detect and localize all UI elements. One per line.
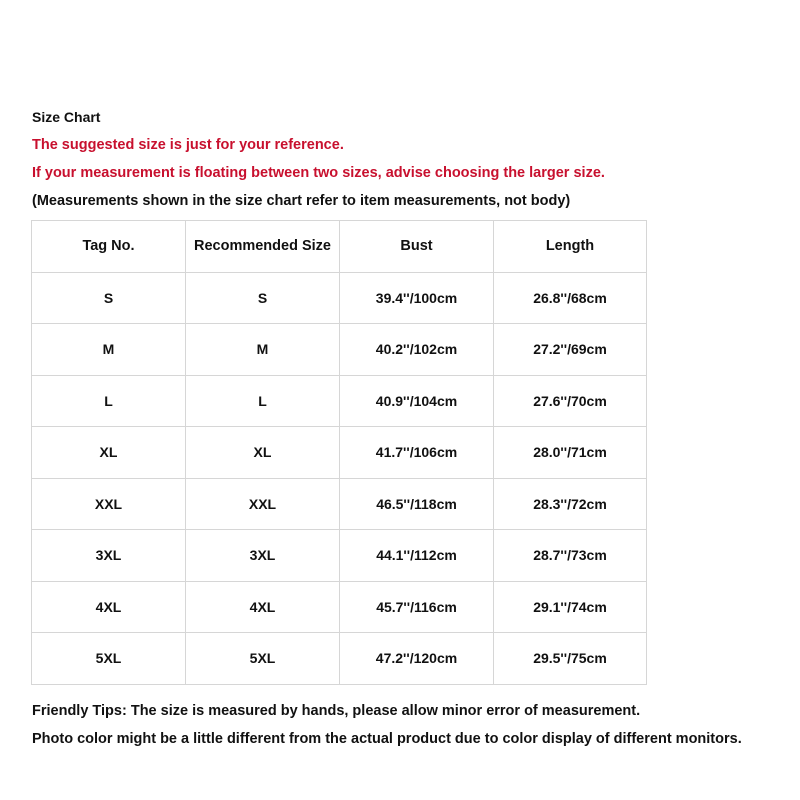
cell-recommended-size: M <box>186 324 340 376</box>
cell-length: 27.6''/70cm <box>494 375 647 427</box>
cell-length: 27.2''/69cm <box>494 324 647 376</box>
cell-tag-no: L <box>32 375 186 427</box>
header-bust: Bust <box>340 221 494 273</box>
page-title: Size Chart <box>32 109 101 125</box>
table-row <box>32 375 647 427</box>
cell-recommended-size: XL <box>186 427 340 479</box>
friendly-tip-color: Photo color might be a little different from the actual product due to color display of different monitors. <box>32 731 742 747</box>
cell-length: 28.7''/73cm <box>494 530 647 582</box>
cell-recommended-size: 3XL <box>186 530 340 582</box>
cell-recommended-size: 5XL <box>186 633 340 685</box>
table-row <box>32 478 647 530</box>
reference-note: The suggested size is just for your reference. <box>32 137 344 153</box>
table-row <box>32 633 647 685</box>
cell-recommended-size: 4XL <box>186 581 340 633</box>
cell-bust: 46.5''/118cm <box>340 478 494 530</box>
table-row <box>32 324 647 376</box>
header-tag-no: Tag No. <box>32 221 186 273</box>
cell-bust: 44.1''/112cm <box>340 530 494 582</box>
cell-length: 29.5''/75cm <box>494 633 647 685</box>
cell-tag-no: 3XL <box>32 530 186 582</box>
cell-bust: 41.7''/106cm <box>340 427 494 479</box>
cell-tag-no: XL <box>32 427 186 479</box>
cell-length: 28.3''/72cm <box>494 478 647 530</box>
cell-tag-no: XXL <box>32 478 186 530</box>
friendly-tip-measurement: Friendly Tips: The size is measured by hands, please allow minor error of measurement. <box>32 703 641 719</box>
cell-tag-no: M <box>32 324 186 376</box>
table-row <box>32 581 647 633</box>
cell-recommended-size: L <box>186 375 340 427</box>
header-length: Length <box>494 221 647 273</box>
header-recommended-size: Recommended Size <box>186 221 340 273</box>
cell-length: 26.8''/68cm <box>494 272 647 324</box>
table-row <box>32 530 647 582</box>
cell-bust: 40.9''/104cm <box>340 375 494 427</box>
cell-bust: 47.2''/120cm <box>340 633 494 685</box>
size-chart-table <box>31 220 647 685</box>
cell-tag-no: S <box>32 272 186 324</box>
cell-recommended-size: S <box>186 272 340 324</box>
cell-length: 28.0''/71cm <box>494 427 647 479</box>
table-header-row <box>32 221 647 273</box>
cell-bust: 40.2''/102cm <box>340 324 494 376</box>
cell-recommended-size: XXL <box>186 478 340 530</box>
cell-tag-no: 5XL <box>32 633 186 685</box>
table-row <box>32 272 647 324</box>
cell-bust: 39.4''/100cm <box>340 272 494 324</box>
cell-length: 29.1''/74cm <box>494 581 647 633</box>
cell-bust: 45.7''/116cm <box>340 581 494 633</box>
table-row <box>32 427 647 479</box>
cell-tag-no: 4XL <box>32 581 186 633</box>
sizing-advice-note: If your measurement is floating between two sizes, advise choosing the larger size. <box>32 165 605 181</box>
measurement-note: (Measurements shown in the size chart refer to item measurements, not body) <box>32 193 571 209</box>
